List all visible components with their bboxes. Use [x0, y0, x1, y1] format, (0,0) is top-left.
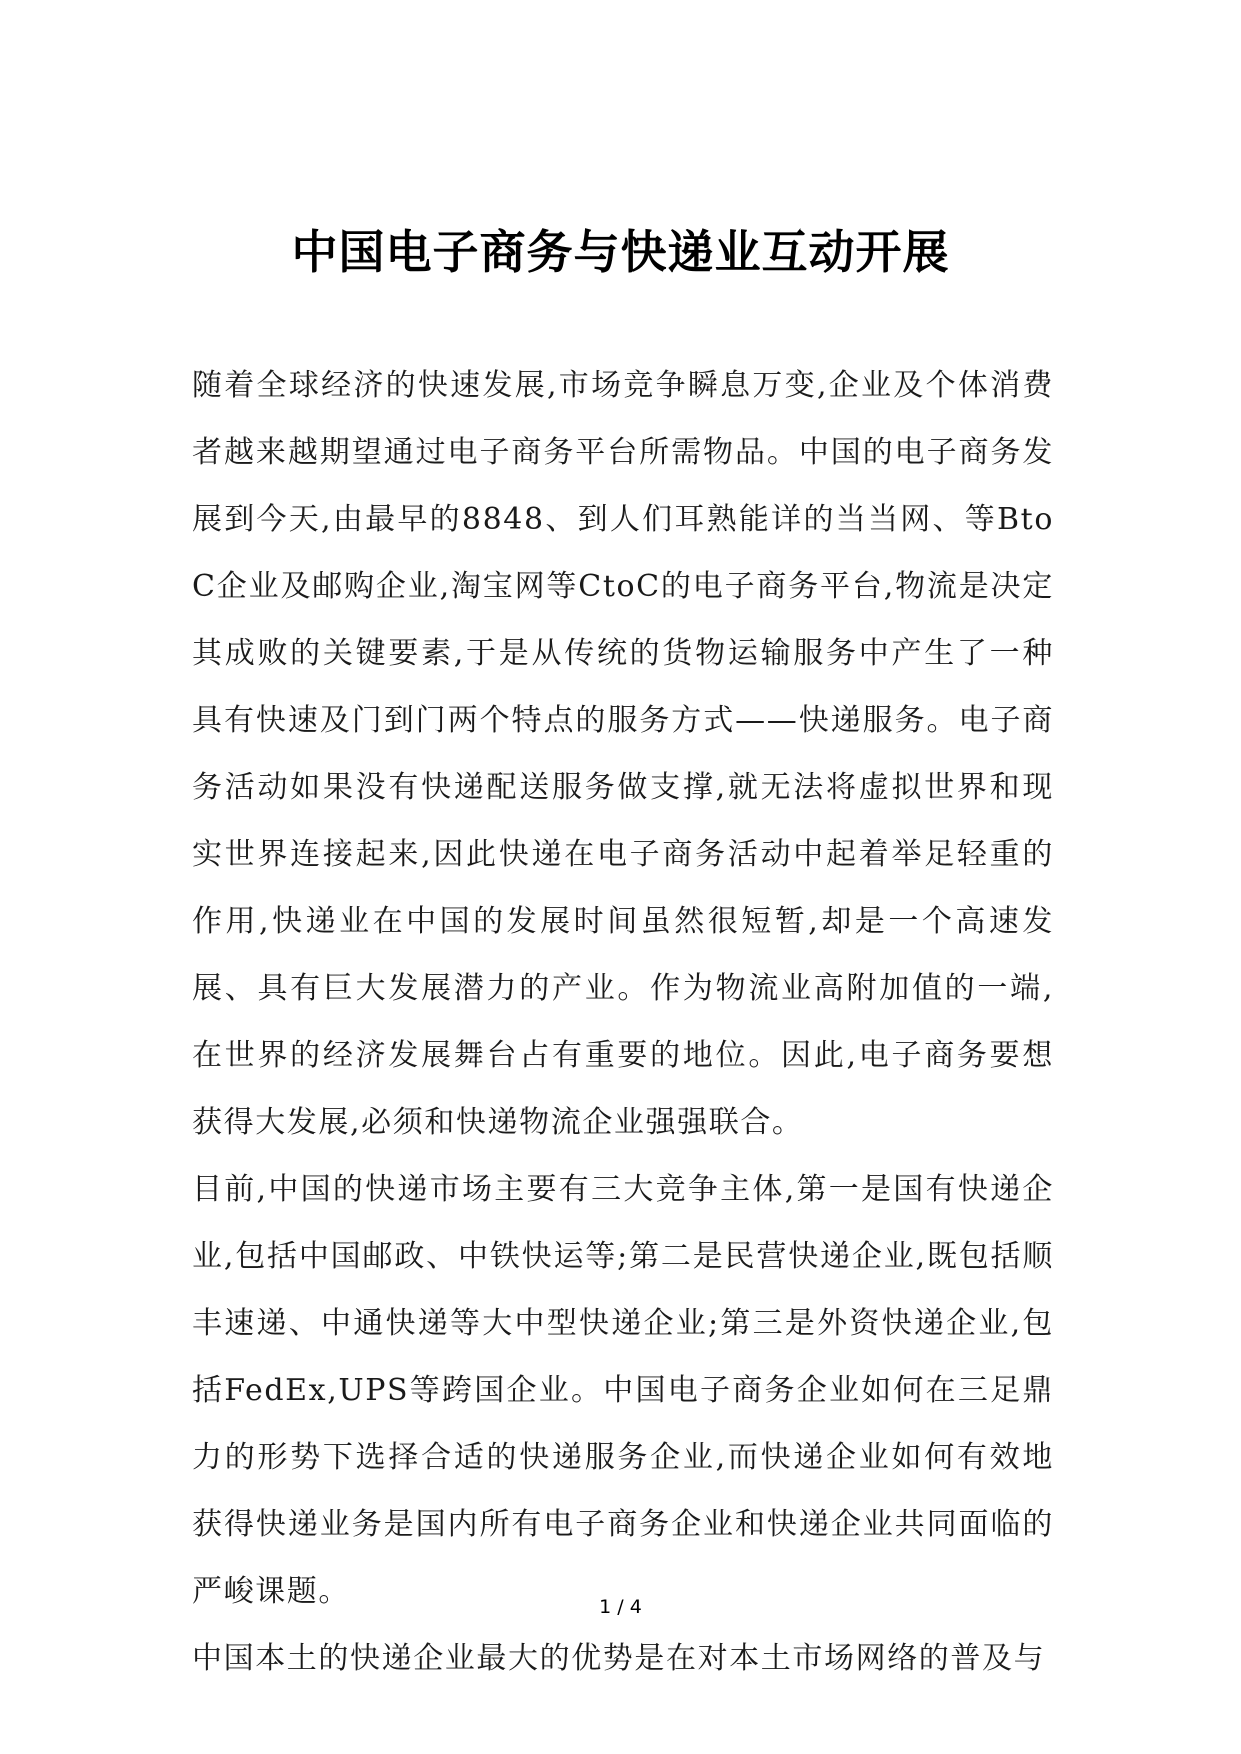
- paragraph: 中国本土的快递企业最大的优势是在对本土市场网络的普及与: [192, 1641, 1046, 1676]
- document-title: 中国电子商务与快递业互动开展: [291, 225, 950, 279]
- document-body: [192, 352, 1054, 1692]
- paragraph: 目前,中国的快递市场主要有三大竞争主体,第一是国有快递企业,包括中国邮政、中铁快运等;第二是民营快递企业,既包括顺丰速递、中通快递等大中型快递企业;第三是外资快递企业,包括FedEx,UPS等跨国企业。中国电子商务企业如何在三足鼎力的形势下选择合适的快递服务企业,而快递企业如何有效地获得快递业务是国内所有电子商务企业和快递企业共同面临的严峻课题。: [192, 1172, 1054, 1609]
- paragraph: 随着全球经济的快速发展,市场竞争瞬息万变,企业及个体消费者越来越期望通过电子商务平台所需物品。中国的电子商务发展到今天,由最早的8848、到人们耳熟能详的当当网、等BtoC企业及邮购企业,淘宝网等CtoC的电子商务平台,物流是决定其成败的关键要素,于是从传统的货物运输服务中产生了一种具有快速及门到门两个特点的服务方式——快递服务。电子商务活动如果没有快递配送服务做支撑,就无法将虚拟世界和现实世界连接起来,因此快递在电子商务活动中起着举足轻重的作用,快递业在中国的发展时间虽然很短暂,却是一个高速发展、具有巨大发展潜力的产业。作为物流业高附加值的一端,在世界的经济发展舞台占有重要的地位。因此,电子商务要想获得大发展,必须和快递物流企业强强联合。: [192, 368, 1054, 1140]
- page-number: 1 / 4: [599, 1596, 642, 1618]
